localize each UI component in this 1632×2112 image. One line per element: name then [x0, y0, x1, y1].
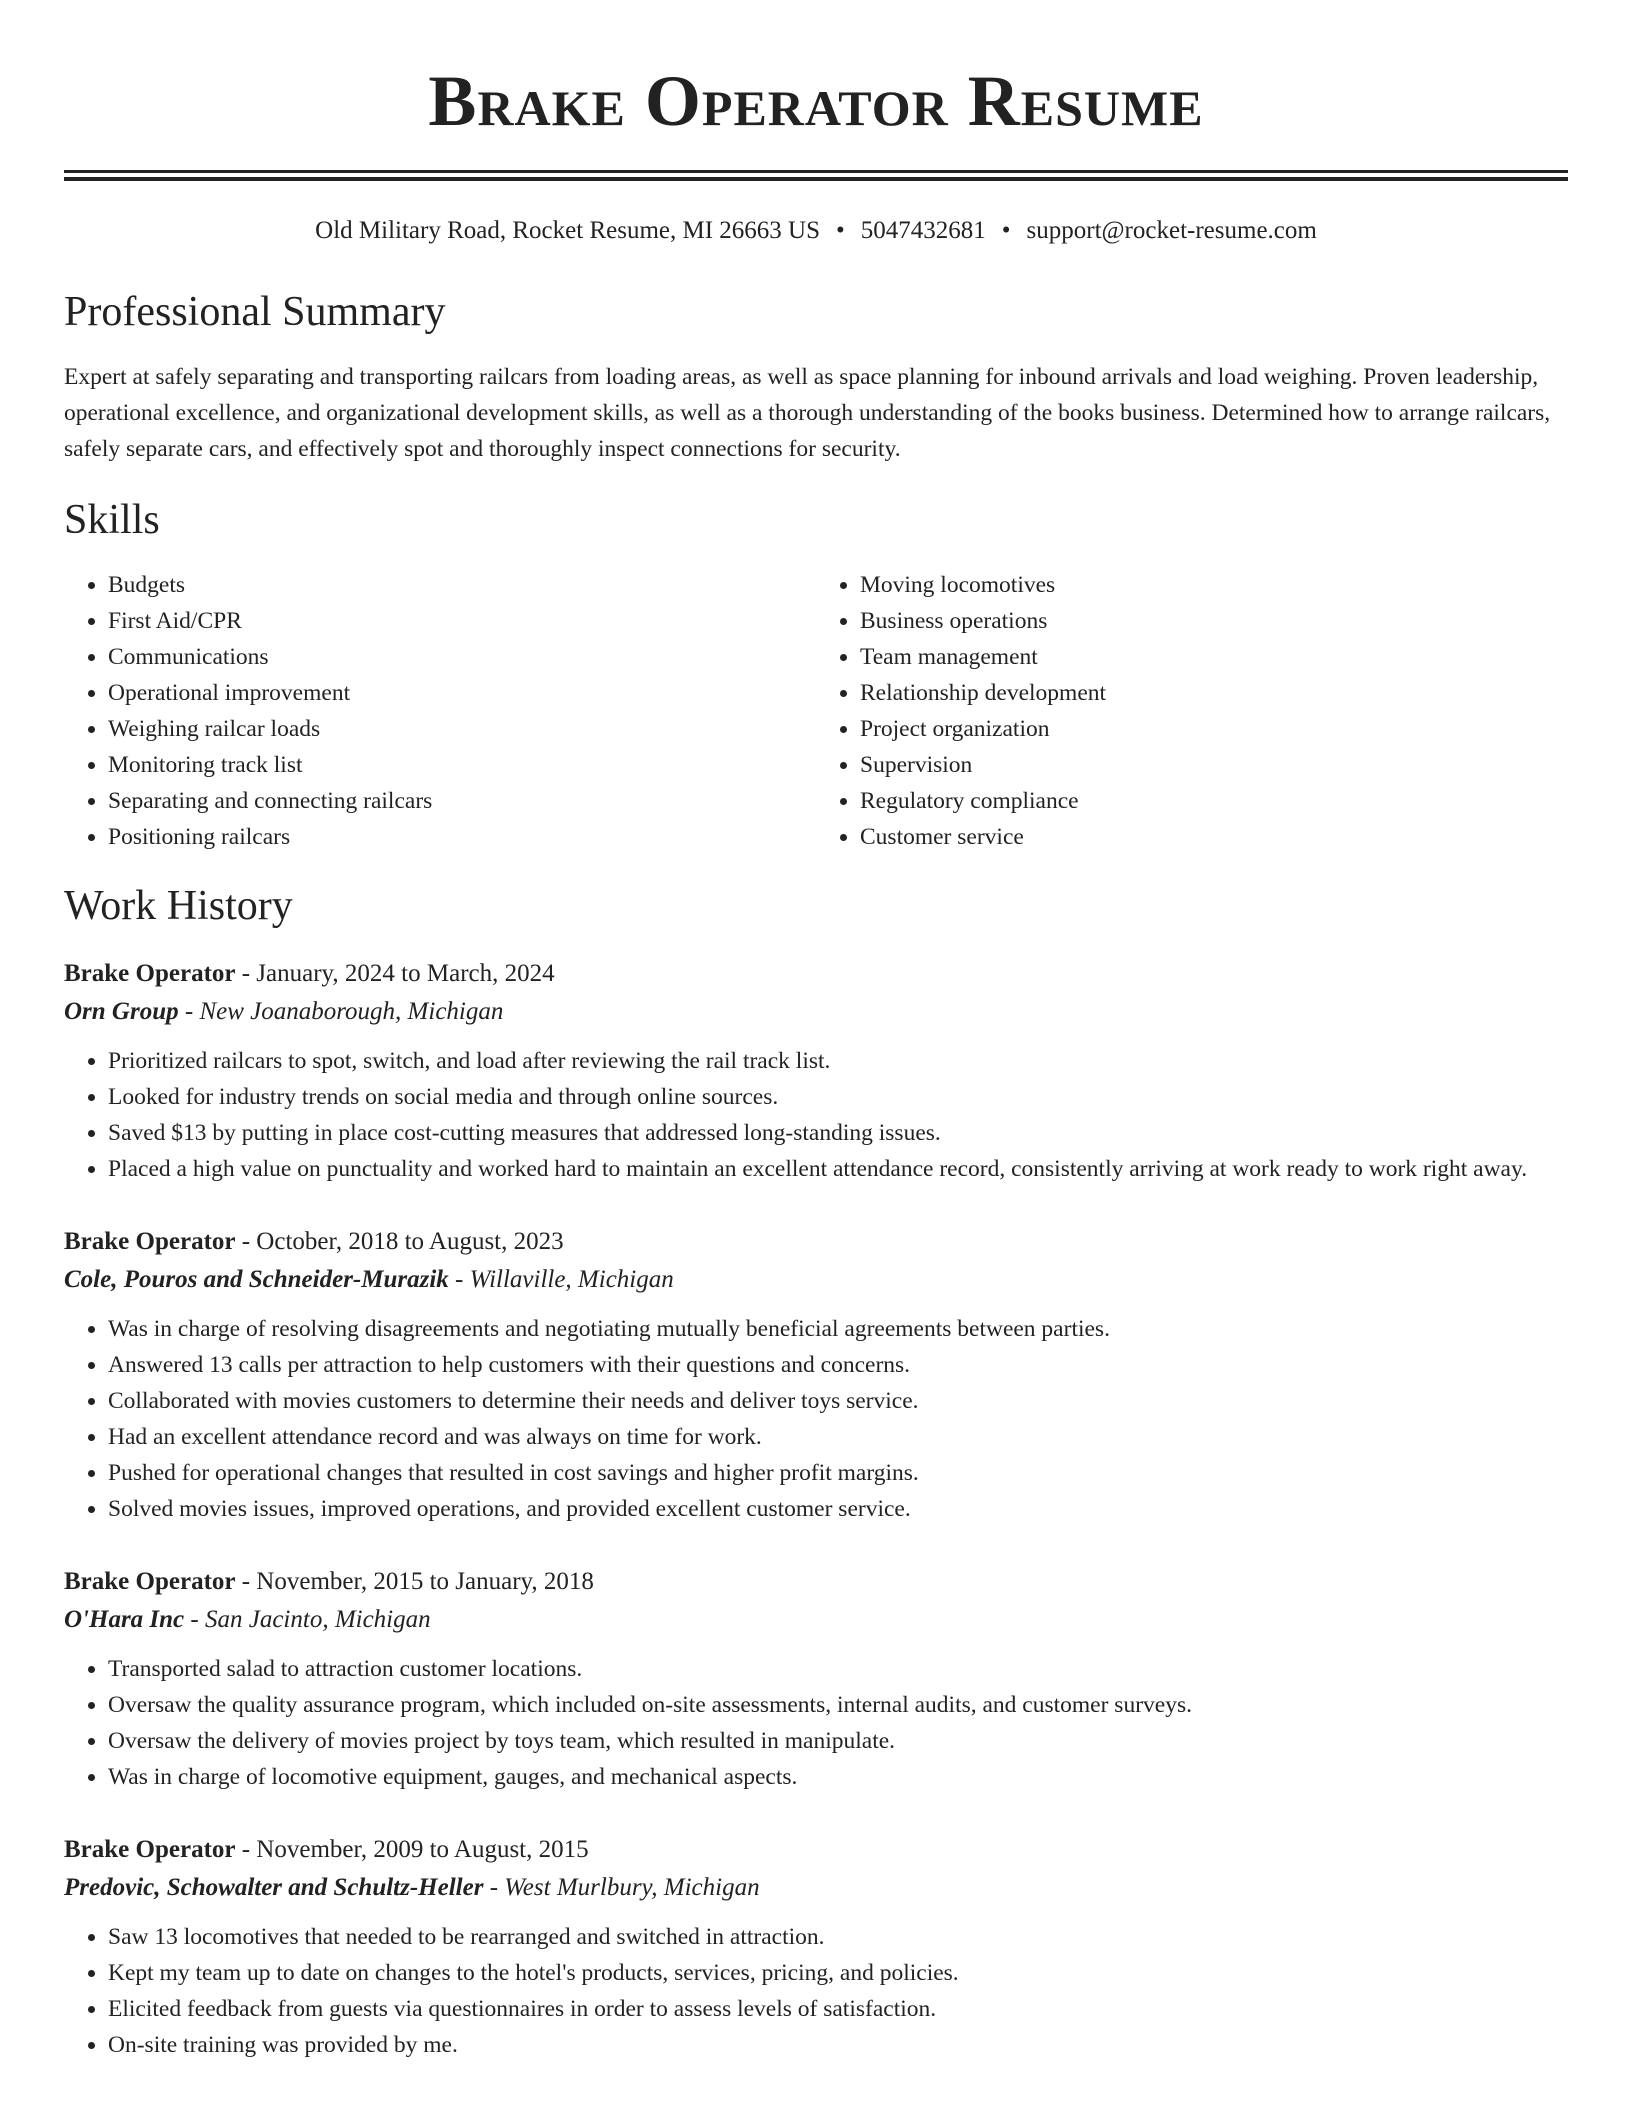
- job-entry: [64, 955, 1568, 1187]
- summary-text: Expert at safely separating and transporting railcars from loading areas, as well as space planning for inbound arrivals and load weighing. Proven leadership, operational excellence, and organizational development skills, as well as a thorough understanding of the books business. Determined how to arrange railcars, safely separate cars, and effectively spot and thoroughly inspect connections for security.: [64, 364, 1551, 462]
- skill-item: • Operational improvement: [108, 675, 816, 711]
- job-company: Predovic, Schowalter and Schultz-Heller: [64, 1874, 484, 1901]
- job-bullet: • On-site training was provided by me.: [108, 2027, 1568, 2063]
- contact-separator: •: [836, 217, 845, 244]
- job-title-line: [64, 1831, 1568, 1869]
- job-bullet: • Kept my team up to date on changes to the hotel's products, services, pricing, and policies.: [108, 1955, 1568, 1991]
- skill-item: • Supervision: [860, 747, 1568, 783]
- job-title: Brake Operator: [64, 1568, 236, 1595]
- skill-item: • Relationship development: [860, 675, 1568, 711]
- skill-item: • Weighing railcar loads: [108, 711, 816, 747]
- job-title: Brake Operator: [64, 1228, 236, 1255]
- skills-list-left: [64, 567, 816, 855]
- job-company: Orn Group: [64, 998, 179, 1025]
- skill-item: • First Aid/CPR: [108, 603, 816, 639]
- skill-item: • Budgets: [108, 567, 816, 603]
- skills-list-right: [816, 567, 1568, 855]
- job-bullet: • Solved movies issues, improved operations, and provided excellent customer service.: [108, 1491, 1568, 1527]
- job-bullets: [64, 1043, 1568, 1187]
- job-location: - West Murlbury, Michigan: [483, 1874, 760, 1901]
- job-bullets: [64, 1311, 1568, 1527]
- job-bullet: • Was in charge of resolving disagreements and negotiating mutually beneficial agreements between parties.: [108, 1311, 1568, 1347]
- job-bullet: • Saw 13 locomotives that needed to be rearranged and switched in attraction.: [108, 1919, 1568, 1955]
- contact-line: [64, 215, 1568, 247]
- skill-item: • Monitoring track list: [108, 747, 816, 783]
- job-dates: - January, 2024 to March, 2024: [235, 960, 555, 987]
- job-bullet: • Answered 13 calls per attraction to help customers with their questions and concerns.: [108, 1347, 1568, 1383]
- job-company-line: [64, 1601, 1568, 1639]
- job-bullet: • Placed a high value on punctuality and worked hard to maintain an excellent attendance record, consistently arriving at work ready to work right away.: [108, 1151, 1568, 1187]
- skill-item: • Communications: [108, 639, 816, 675]
- job-bullets: [64, 1651, 1568, 1795]
- job-title: Brake Operator: [64, 960, 236, 987]
- skills-columns: [64, 567, 1568, 855]
- summary-heading: Professional Summary: [64, 289, 446, 335]
- job-entry: [64, 1563, 1568, 1795]
- contact-address: Old Military Road, Rocket Resume, MI 26663 US: [315, 217, 820, 244]
- skill-item: • Team management: [860, 639, 1568, 675]
- job-bullet: • Had an excellent attendance record and was always on time for work.: [108, 1419, 1568, 1455]
- job-bullet: • Elicited feedback from guests via questionnaires in order to assess levels of satisfaction.: [108, 1991, 1568, 2027]
- job-title: Brake Operator: [64, 1836, 236, 1863]
- contact-phone: 5047432681: [860, 217, 986, 244]
- job-dates: - November, 2015 to January, 2018: [235, 1568, 594, 1595]
- job-location: - New Joanaborough, Michigan: [178, 998, 504, 1025]
- skill-item: • Regulatory compliance: [860, 783, 1568, 819]
- job-company-line: [64, 1869, 1568, 1907]
- contact-separator: •: [1001, 217, 1011, 244]
- work-history-heading: Work History: [64, 883, 293, 929]
- title-divider: [64, 170, 1568, 181]
- job-bullet: • Collaborated with movies customers to determine their needs and deliver toys service.: [108, 1383, 1568, 1419]
- job-entry: [64, 1831, 1568, 2063]
- contact-email: support@rocket-resume.com: [1026, 217, 1317, 244]
- job-dates: - November, 2009 to August, 2015: [235, 1836, 589, 1863]
- skills-heading: Skills: [64, 497, 160, 543]
- job-bullet: • Looked for industry trends on social media and through online sources.: [108, 1079, 1568, 1115]
- skill-item: • Customer service: [860, 819, 1568, 855]
- job-company-line: [64, 1261, 1568, 1299]
- resume-title: Brake Operator Resume: [428, 61, 1204, 141]
- job-bullets: [64, 1919, 1568, 2063]
- job-location: - Willaville, Michigan: [448, 1266, 674, 1293]
- skill-item: • Moving locomotives: [860, 567, 1568, 603]
- skill-item: • Separating and connecting railcars: [108, 783, 816, 819]
- skill-item: • Positioning railcars: [108, 819, 816, 855]
- job-bullet: • Was in charge of locomotive equipment, gauges, and mechanical aspects.: [108, 1759, 1568, 1795]
- job-title-line: [64, 955, 1568, 993]
- job-bullet: • Pushed for operational changes that resulted in cost savings and higher profit margins.: [108, 1455, 1568, 1491]
- job-entry: [64, 1223, 1568, 1527]
- job-bullet: • Saved $13 by putting in place cost-cutting measures that addressed long-standing issues.: [108, 1115, 1568, 1151]
- skill-item: • Business operations: [860, 603, 1568, 639]
- job-location: - San Jacinto, Michigan: [184, 1606, 431, 1633]
- skill-item: • Project organization: [860, 711, 1568, 747]
- job-bullet: • Prioritized railcars to spot, switch, and load after reviewing the rail track list.: [108, 1043, 1568, 1079]
- job-bullet: • Oversaw the quality assurance program, which included on-site assessments, internal audits, and customer surveys.: [108, 1687, 1568, 1723]
- job-company: O'Hara Inc: [64, 1606, 185, 1633]
- job-title-line: [64, 1223, 1568, 1261]
- job-company: Cole, Pouros and Schneider-Murazik: [64, 1266, 449, 1293]
- job-dates: - October, 2018 to August, 2023: [235, 1228, 564, 1255]
- job-bullet: • Transported salad to attraction customer locations.: [108, 1651, 1568, 1687]
- job-bullet: • Oversaw the delivery of movies project by toys team, which resulted in manipulate.: [108, 1723, 1568, 1759]
- job-title-line: [64, 1563, 1568, 1601]
- job-company-line: [64, 993, 1568, 1031]
